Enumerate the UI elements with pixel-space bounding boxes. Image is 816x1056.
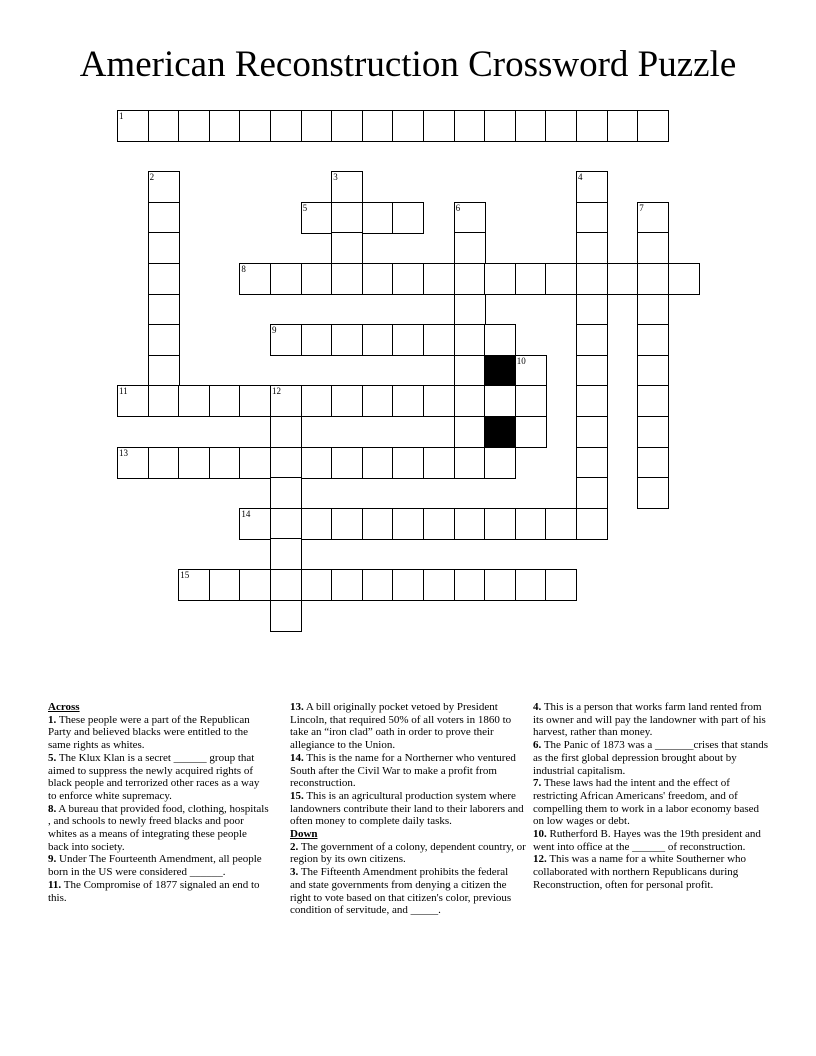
grid-cell[interactable]: [576, 355, 608, 387]
grid-cell[interactable]: [637, 385, 669, 417]
grid-cell[interactable]: [576, 477, 608, 509]
grid-cell[interactable]: [148, 202, 180, 234]
clue-text: The government of a colony, dependent country, or region by its own citizens.: [290, 840, 526, 866]
grid-cell[interactable]: [637, 110, 669, 142]
grid-cell[interactable]: [178, 110, 210, 142]
grid-cell[interactable]: [515, 416, 547, 448]
grid-cell[interactable]: [148, 355, 180, 387]
grid-cell[interactable]: [515, 508, 547, 540]
grid-cell[interactable]: [331, 569, 363, 601]
clues-column-3: [533, 701, 771, 892]
clue-number-label: 9: [272, 325, 277, 336]
clue-number-label: 6: [455, 202, 461, 213]
grid-cell[interactable]: [270, 385, 302, 417]
grid-cell[interactable]: [423, 263, 455, 295]
grid-cell[interactable]: [270, 477, 302, 509]
clue-number: 1.: [48, 713, 57, 726]
grid-cell[interactable]: [607, 110, 639, 142]
grid-cell[interactable]: [576, 416, 608, 448]
clue-number: 11.: [48, 878, 62, 891]
grid-cell[interactable]: [178, 385, 210, 417]
grid-cell[interactable]: [331, 232, 363, 264]
grid-cell[interactable]: [454, 294, 486, 326]
grid-cell[interactable]: [148, 171, 180, 203]
grid-cell[interactable]: [362, 110, 394, 142]
grid-cell[interactable]: [484, 263, 516, 295]
clue-number: 8.: [48, 802, 57, 815]
grid-cell[interactable]: [423, 447, 455, 479]
clue-number: 3.: [290, 866, 299, 879]
grid-cell[interactable]: [423, 508, 455, 540]
grid-cell[interactable]: [148, 232, 180, 264]
grid-cell[interactable]: [148, 263, 180, 295]
grid-cell[interactable]: [576, 324, 608, 356]
clue-number-label: 3: [333, 172, 338, 183]
grid-cell[interactable]: [454, 416, 486, 448]
grid-cell[interactable]: [515, 569, 547, 601]
across-clue: [290, 752, 526, 790]
grid-cell[interactable]: [239, 569, 271, 601]
grid-cell[interactable]: [331, 324, 363, 356]
down-clue: [290, 866, 526, 917]
grid-cell[interactable]: [209, 385, 241, 417]
across-clue: [48, 752, 270, 803]
clue-number-label: 15: [180, 570, 190, 580]
grid-cell[interactable]: [454, 110, 486, 142]
grid-cell[interactable]: [301, 110, 333, 142]
grid-cell[interactable]: [454, 263, 486, 295]
grid-cell[interactable]: [117, 110, 149, 142]
grid-cell[interactable]: [270, 538, 302, 570]
clue-text: These laws had the intent and the effect of restricting African Americans' freedom, and of compelling them to work in a labor economy based on low wages or debt.: [533, 777, 760, 828]
grid-cell[interactable]: [270, 263, 302, 295]
grid-cell[interactable]: [637, 202, 669, 234]
grid-cell[interactable]: [668, 263, 700, 295]
grid-cell[interactable]: [637, 324, 669, 356]
across-clue: [48, 714, 270, 752]
grid-cell[interactable]: [423, 569, 455, 601]
clue-text: Under The Fourteenth Amendment, all people born in the US were considered ______.: [48, 853, 262, 879]
clue-number: 9.: [48, 853, 57, 866]
grid-cell[interactable]: [392, 263, 424, 295]
grid-cell[interactable]: [484, 447, 516, 479]
grid-cell[interactable]: [148, 447, 180, 479]
grid-cell[interactable]: [270, 110, 302, 142]
grid-cell[interactable]: [576, 171, 608, 203]
clue-number: 4.: [533, 701, 542, 713]
grid-cell[interactable]: [331, 202, 363, 234]
clue-number: 15.: [290, 789, 304, 802]
clue-number: 6.: [533, 739, 542, 752]
clue-number-label: 10: [516, 355, 526, 366]
grid-cell[interactable]: [454, 569, 486, 601]
grid-cell[interactable]: [270, 508, 302, 540]
clue-text: The Compromise of 1877 signaled an end to this.: [48, 878, 260, 904]
grid-cell[interactable]: [576, 110, 608, 142]
grid-cell[interactable]: [392, 447, 424, 479]
clue-text: Rutherford B. Hayes was the 19th president and went into office at the ______ of reconstruction.: [533, 828, 761, 853]
grid-cell[interactable]: [392, 569, 424, 601]
grid-cell[interactable]: [515, 355, 547, 387]
grid-cell[interactable]: [515, 385, 547, 417]
grid-cell[interactable]: [178, 569, 210, 601]
grid-cell[interactable]: [362, 202, 394, 234]
clues-column-1: [48, 701, 270, 904]
grid-cell[interactable]: [270, 416, 302, 448]
grid-black-cell: [484, 416, 516, 448]
clue-text: These people were a part of the Republican Party and believed blacks were entitled to the same rights as whites.: [48, 713, 250, 752]
grid-cell[interactable]: [515, 110, 547, 142]
grid-cell[interactable]: [484, 110, 516, 142]
clue-text: This is an agricultural production system where landowners contribute their land to their laborers and often money to complete daily tasks.: [290, 789, 524, 828]
grid-cell[interactable]: [270, 324, 302, 356]
grid-cell[interactable]: [392, 202, 424, 234]
clue-text: This is a person that works farm land rented from its owner and will pay the landowner with part of his harvest, rather than money.: [533, 701, 766, 739]
grid-cell[interactable]: [423, 324, 455, 356]
down-clue: [290, 841, 526, 866]
grid-cell[interactable]: [331, 171, 363, 203]
grid-cell[interactable]: [545, 508, 577, 540]
puzzle-title: American Reconstruction Crossword Puzzle: [79, 44, 737, 85]
grid-cell[interactable]: [239, 385, 271, 417]
clue-text: A bill originally pocket vetoed by President Lincoln, that required 50% of all voters in 1860 to take an “iron clad” oath in order to prove their allegiance to the Union.: [290, 701, 512, 752]
clue-text: The Fifteenth Amendment prohibits the federal and state governments from denying a citizen the right to vote based on that citizen's color, previous condition of servitude, and _____.: [290, 866, 512, 917]
grid-cell[interactable]: [484, 569, 516, 601]
grid-cell[interactable]: [209, 110, 241, 142]
grid-cell[interactable]: [423, 385, 455, 417]
down-clue: [533, 739, 771, 777]
grid-cell[interactable]: [637, 447, 669, 479]
grid-cell[interactable]: [423, 110, 455, 142]
grid-cell[interactable]: [270, 447, 302, 479]
clue-number-label: 2: [149, 172, 155, 183]
grid-cell[interactable]: [484, 385, 516, 417]
grid-cell[interactable]: [270, 600, 302, 632]
grid-cell[interactable]: [239, 110, 271, 142]
clue-text: The Klux Klan is a secret ______ group that aimed to suppress the newly acquired rights of black people and terrorized other races as a way to enforce white supremacy.: [48, 751, 260, 802]
grid-cell[interactable]: [576, 385, 608, 417]
across-clue: [48, 879, 270, 904]
clue-text: This is the name for a Northerner who ventured South after the Civil War to make a profit from reconstruction.: [290, 751, 516, 790]
down-heading: Down: [290, 828, 318, 841]
grid-cell[interactable]: [362, 569, 394, 601]
grid-cell[interactable]: [362, 263, 394, 295]
down-clue: [533, 828, 771, 853]
clue-number-label: 5: [302, 202, 308, 213]
grid-cell[interactable]: [331, 263, 363, 295]
grid-cell[interactable]: [301, 324, 333, 356]
clue-text: This was a name for a white Southerner who collaborated with northern Republicans during Reconstruction, often for personal profit.: [533, 853, 747, 891]
clue-number-label: 8: [241, 264, 246, 274]
grid-cell[interactable]: [484, 508, 516, 540]
grid-cell[interactable]: [454, 202, 486, 234]
grid-cell[interactable]: [148, 324, 180, 356]
grid-cell[interactable]: [576, 232, 608, 264]
grid-cell[interactable]: [301, 263, 333, 295]
grid-cell[interactable]: [148, 385, 180, 417]
grid-cell[interactable]: [362, 508, 394, 540]
clue-number: 10.: [533, 828, 547, 841]
grid-cell[interactable]: [209, 569, 241, 601]
grid-cell[interactable]: [270, 569, 302, 601]
grid-cell[interactable]: [392, 110, 424, 142]
grid-cell[interactable]: [209, 447, 241, 479]
grid-cell[interactable]: [148, 110, 180, 142]
grid-cell[interactable]: [331, 385, 363, 417]
clue-number: 7.: [533, 777, 542, 790]
grid-cell[interactable]: [178, 447, 210, 479]
clue-number-label: 14: [241, 508, 251, 519]
grid-cell[interactable]: [239, 508, 271, 540]
across-clue: [290, 701, 526, 752]
grid-cell[interactable]: [392, 508, 424, 540]
across-heading: Across: [48, 701, 80, 713]
grid-cell[interactable]: [637, 263, 669, 295]
grid-cell[interactable]: [301, 385, 333, 417]
grid-cell[interactable]: [454, 447, 486, 479]
clue-number: 2.: [290, 840, 299, 853]
grid-cell[interactable]: [392, 324, 424, 356]
grid-cell[interactable]: [576, 202, 608, 234]
clue-text: A bureau that provided food, clothing, hospitals , and schools to newly freed blacks and poor whites as a means of integrating these people back into society.: [48, 802, 269, 853]
clue-number-label: 12: [272, 386, 281, 397]
clue-number: 14.: [290, 751, 304, 764]
grid-cell[interactable]: [576, 447, 608, 479]
grid-cell[interactable]: [454, 232, 486, 264]
clue-number-label: 4: [578, 172, 583, 183]
grid-cell[interactable]: [148, 294, 180, 326]
grid-cell[interactable]: [301, 202, 333, 234]
grid-cell[interactable]: [331, 508, 363, 540]
down-clue: [533, 853, 771, 891]
grid-cell[interactable]: [576, 294, 608, 326]
grid-cell[interactable]: [484, 324, 516, 356]
grid-cell[interactable]: [301, 569, 333, 601]
clue-text: The Panic of 1873 was a _______crises that stands as the first global depression brought about by industrial capitalism.: [533, 739, 769, 777]
grid-cell[interactable]: [392, 385, 424, 417]
grid-cell[interactable]: [607, 263, 639, 295]
down-clue: [533, 701, 771, 739]
grid-cell[interactable]: [637, 232, 669, 264]
grid-cell[interactable]: [239, 447, 271, 479]
grid-cell[interactable]: [301, 447, 333, 479]
clue-number-label: 11: [119, 386, 128, 397]
across-clue: [48, 853, 270, 878]
grid-cell[interactable]: [454, 508, 486, 540]
grid-cell[interactable]: [637, 355, 669, 387]
clues-column-2: [290, 701, 526, 917]
down-clue: [533, 777, 771, 828]
clue-number-label: 1: [119, 111, 124, 121]
grid-cell[interactable]: [117, 447, 149, 479]
grid-cell[interactable]: [637, 477, 669, 509]
grid-black-cell: [484, 355, 516, 387]
grid-cell[interactable]: [331, 447, 363, 479]
across-clue: [290, 790, 526, 828]
grid-cell[interactable]: [576, 508, 608, 540]
grid-cell[interactable]: [454, 355, 486, 387]
grid-cell[interactable]: [454, 324, 486, 356]
clue-number: 12.: [533, 853, 547, 866]
grid-cell[interactable]: [545, 110, 577, 142]
grid-cell[interactable]: [545, 569, 577, 601]
grid-cell[interactable]: [239, 263, 271, 295]
grid-cell[interactable]: [545, 263, 577, 295]
grid-cell[interactable]: [637, 416, 669, 448]
grid-cell[interactable]: [331, 110, 363, 142]
clue-number-label: 7: [639, 202, 644, 213]
grid-cell[interactable]: [362, 385, 394, 417]
clue-number: 5.: [48, 751, 57, 764]
clue-number: 13.: [290, 701, 304, 713]
grid-cell[interactable]: [362, 447, 394, 479]
grid-cell[interactable]: [117, 385, 149, 417]
grid-cell[interactable]: [362, 324, 394, 356]
grid-cell[interactable]: [576, 263, 608, 295]
grid-cell[interactable]: [637, 294, 669, 326]
grid-cell[interactable]: [301, 508, 333, 540]
grid-cell[interactable]: [515, 263, 547, 295]
grid-cell[interactable]: [454, 385, 486, 417]
across-clue: [48, 803, 270, 854]
clue-number-label: 13: [119, 447, 128, 458]
